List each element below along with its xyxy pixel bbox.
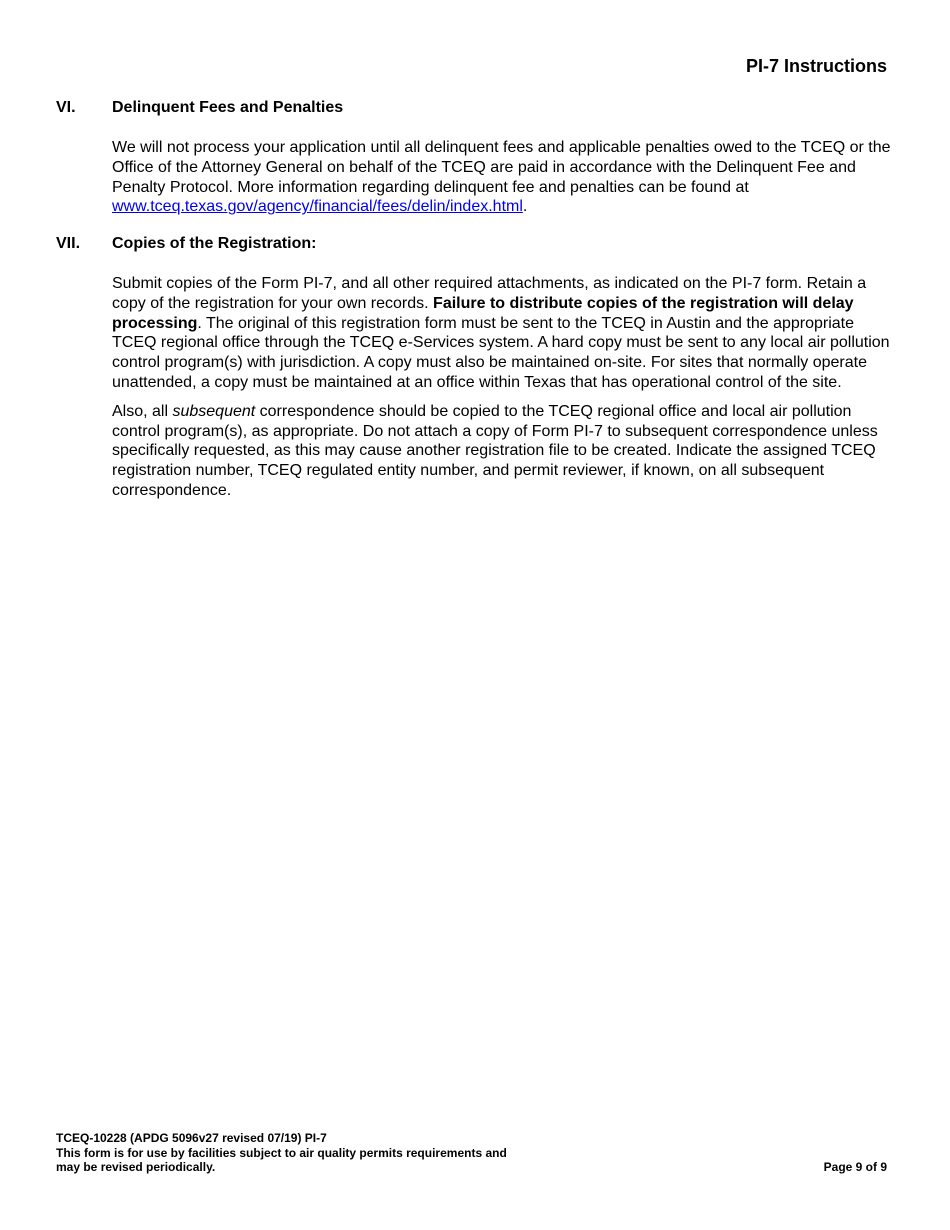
paragraph-text: We will not process your application until all delinquent fees and applicable penalties owed to the TCEQ or the Office of the Attorney General on behalf of the TCEQ are paid in accordance with the Delinquent Fee and Penalty Protocol. More information regarding delinquent fee and penalties can be found at xyxy=(112,139,891,196)
footer-note-line: This form is for use by facilities subject to air quality permits requirements and xyxy=(56,1145,507,1160)
copies-paragraph-submit xyxy=(112,274,896,393)
section-copies-of-registration xyxy=(0,235,950,501)
section-number: VI. xyxy=(56,99,76,116)
paragraph-end: . xyxy=(522,198,528,216)
paragraph-text: Also, all xyxy=(112,402,173,420)
paragraph-text: . The original of this registration form must be sent to the TCEQ in Austin and the appropriate TCEQ regional office through the TCEQ e-Services system. A hard copy must be sent to any local air pollution control program(s) with jurisdiction. A copy must also be maintained on-site. For sites that normally operate unattended, a copy must be maintained at an office within Texas that has operational control of the site. xyxy=(112,314,890,391)
paragraph-text: Submit copies of the Form PI-7, and all other required attachments, as indicated on the PI-7 form. Retain a copy of the registration for your own records. xyxy=(112,275,867,312)
paragraph-italic-word: subsequent xyxy=(172,402,256,420)
paragraph-text: correspondence should be copied to the TCEQ regional office and local air pollution control program(s), as appropriate. Do not attach a copy of Form PI-7 to subsequent correspondence unless specifically requested, as this may cause another registration file to be created. Indicate the assigned TCEQ registration number, TCEQ regulated entity number, and permit reviewer, if known, on all subsequent correspondence. xyxy=(112,402,878,499)
paragraph-bold-warning: Failure to distribute copies of the registration will delay processing xyxy=(112,294,854,332)
copies-paragraph-subsequent xyxy=(112,402,896,501)
footer-page-number: Page 9 of 9 xyxy=(823,1160,887,1174)
section-title: Delinquent Fees and Penalties xyxy=(112,99,344,116)
section-title: Copies of the Registration: xyxy=(112,235,317,252)
delinquent-fees-paragraph xyxy=(112,138,896,217)
section-heading xyxy=(0,235,950,257)
footer-form-info xyxy=(56,1131,507,1175)
page-title: PI-7 Instructions xyxy=(745,56,887,76)
footer-note-line: may be revised periodically. xyxy=(56,1160,216,1174)
section-delinquent-fees xyxy=(0,99,950,217)
section-number: VII. xyxy=(56,235,81,252)
footer-form-id: TCEQ-10228 (APDG 5096v27 revised 07/19) PI-7 xyxy=(56,1131,327,1145)
section-heading xyxy=(0,99,950,121)
delinquent-fees-link[interactable]: www.tceq.texas.gov/agency/financial/fees/delin/index.html xyxy=(112,198,523,216)
